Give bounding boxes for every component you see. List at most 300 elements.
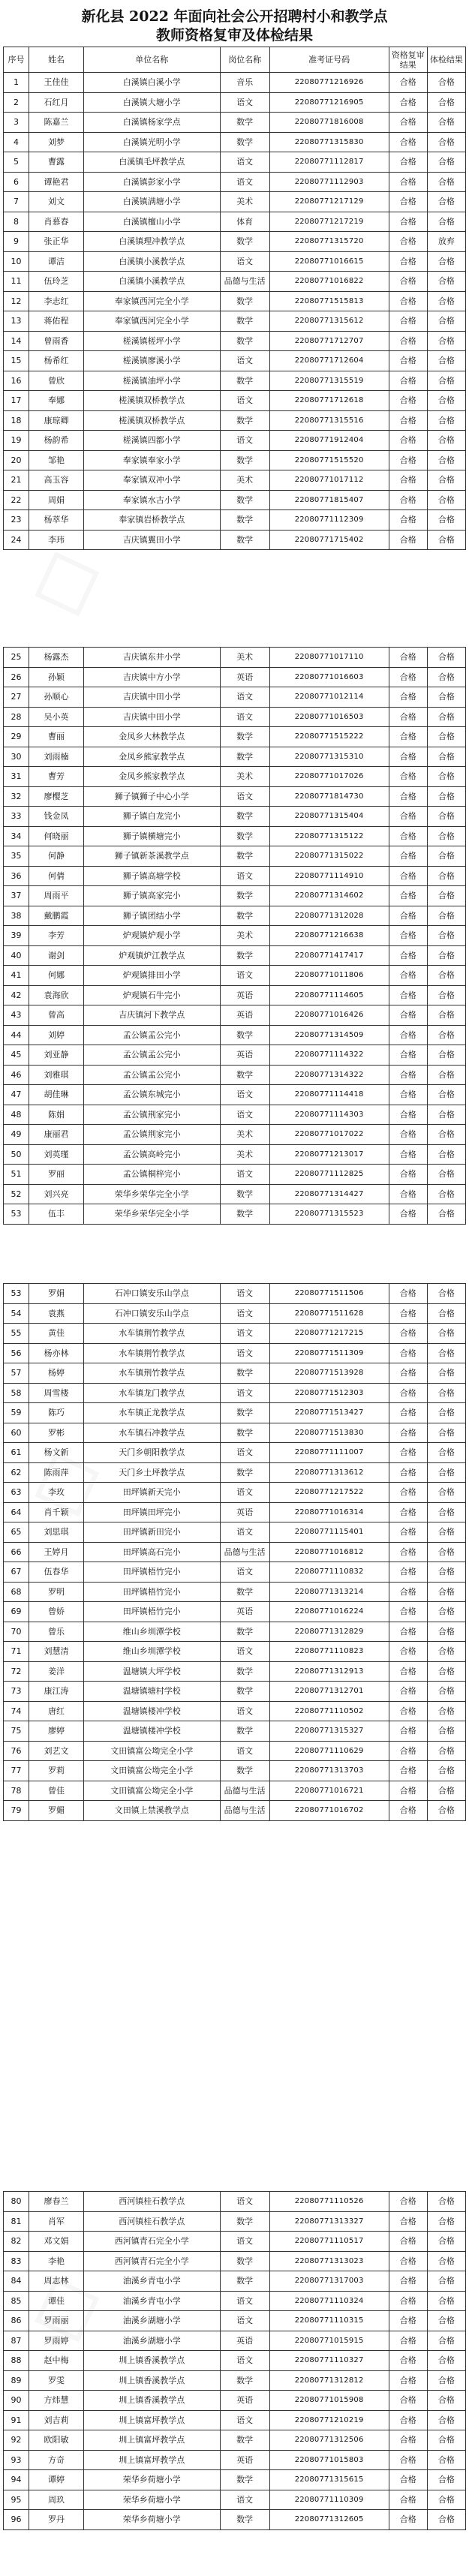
unit-cell: 田坪镇梧竹完小 (83, 1562, 220, 1583)
unit-cell: 水车镇荆竹教学点 (83, 1324, 220, 1344)
ticket-number-cell: 22080771110327 (269, 2351, 389, 2371)
ticket-number-cell: 22080771515813 (269, 291, 389, 311)
table-row (4, 1622, 466, 1642)
seq-cell: 5 (4, 152, 29, 173)
ticket-number-cell: 22080771511628 (269, 1303, 389, 1324)
post-cell: 数学 (220, 291, 269, 311)
table-row (4, 1204, 466, 1225)
post-cell: 数学 (220, 945, 269, 966)
seq-cell: 54 (4, 1303, 29, 1324)
unit-cell: 孟公镇荆家完小 (83, 1125, 220, 1145)
table-row (4, 2410, 466, 2430)
post-cell: 数学 (220, 1403, 269, 1423)
unit-cell: 文田镇富公坳完全小学 (83, 1741, 220, 1761)
seq-cell: 31 (4, 767, 29, 787)
review-result-cell: 合格 (389, 2291, 427, 2311)
post-cell: 英语 (220, 985, 269, 1005)
review-result-cell: 合格 (389, 291, 427, 311)
exam-result-cell: 合格 (427, 1045, 465, 1066)
ticket-number-cell: 22080771110823 (269, 1642, 389, 1662)
post-cell: 语文 (220, 707, 269, 727)
unit-cell: 圳上镇香溪教学点 (83, 2391, 220, 2411)
review-result-cell: 合格 (389, 1343, 427, 1363)
review-result-cell: 合格 (389, 510, 427, 531)
seq-cell: 62 (4, 1462, 29, 1483)
name-cell: 陈娟 (29, 1105, 84, 1125)
unit-cell: 油溪乡青屯小学 (83, 2291, 220, 2311)
seq-cell: 94 (4, 2470, 29, 2490)
seq-cell: 1 (4, 73, 29, 93)
table-row (4, 826, 466, 846)
table-row (4, 1025, 466, 1045)
unit-cell: 炉观镇石牛完小 (83, 985, 220, 1005)
seq-cell: 65 (4, 1522, 29, 1543)
review-result-cell: 合格 (389, 490, 427, 510)
unit-cell: 吉庆镇东井小学 (83, 648, 220, 668)
unit-cell: 白溪镇杨家学点 (83, 113, 220, 133)
unit-cell: 田坪镇田坪完小 (83, 1502, 220, 1522)
table-row (4, 786, 466, 807)
review-result-cell: 合格 (389, 470, 427, 491)
name-cell: 罗彬 (29, 1423, 84, 1443)
name-cell: 康丽君 (29, 1125, 84, 1145)
review-result-cell: 合格 (389, 1184, 427, 1204)
seq-cell: 26 (4, 667, 29, 687)
table-row (4, 1682, 466, 1702)
ticket-number-cell: 22080771912404 (269, 431, 389, 451)
post-cell: 英语 (220, 1045, 269, 1066)
name-cell: 李艳 (29, 2251, 84, 2271)
ticket-number-cell: 22080771314602 (269, 886, 389, 906)
unit-cell: 槎溪镇双桥教学点 (83, 391, 220, 411)
ticket-number-cell: 22080771016822 (269, 272, 389, 292)
name-cell: 伍丰 (29, 1204, 84, 1225)
results-table-section-3 (3, 1283, 466, 1821)
exam-result-cell: 合格 (427, 1761, 465, 1781)
unit-cell: 荣华乡荣华完全小学 (83, 1204, 220, 1225)
unit-cell: 水车镇荆竹教学点 (83, 1363, 220, 1384)
exam-result-cell: 合格 (427, 886, 465, 906)
review-result-cell: 合格 (389, 1324, 427, 1344)
table-row (4, 1085, 466, 1105)
post-cell: 英语 (220, 2331, 269, 2351)
seq-cell: 3 (4, 113, 29, 133)
unit-cell: 温塘镇楼冲学校 (83, 1721, 220, 1742)
exam-result-cell: 合格 (427, 767, 465, 787)
unit-cell: 金凤乡熊家教学点 (83, 767, 220, 787)
name-cell: 廖婷 (29, 1721, 84, 1742)
header-seq-cell: 序号 (4, 47, 29, 73)
post-cell: 美术 (220, 926, 269, 946)
ticket-number-cell: 22080771216926 (269, 73, 389, 93)
table-row (4, 311, 466, 332)
table-row (4, 371, 466, 391)
table-row (4, 2351, 466, 2371)
exam-result-cell: 合格 (427, 470, 465, 491)
results-table-section-2 (3, 647, 466, 1225)
post-cell: 语文 (220, 351, 269, 371)
table-row (4, 1443, 466, 1463)
ticket-number-cell: 22080771016603 (269, 667, 389, 687)
name-cell: 刘英瑾 (29, 1144, 84, 1165)
seq-cell: 91 (4, 2410, 29, 2430)
review-result-cell: 合格 (389, 1165, 427, 1185)
exam-result-cell: 合格 (427, 1602, 465, 1622)
table-row (4, 530, 466, 550)
unit-cell: 金凤乡大林教学点 (83, 727, 220, 747)
exam-result-cell: 合格 (427, 1682, 465, 1702)
name-cell: 罗莉 (29, 1761, 84, 1781)
ticket-number-cell: 22080771110526 (269, 2192, 389, 2212)
exam-result-cell: 合格 (427, 1324, 465, 1344)
seq-cell: 37 (4, 886, 29, 906)
name-cell: 刘雨楠 (29, 747, 84, 767)
review-result-cell: 合格 (389, 371, 427, 391)
name-cell: 曾佳 (29, 1781, 84, 1801)
review-result-cell: 合格 (389, 1303, 427, 1324)
exam-result-cell: 合格 (427, 1721, 465, 1742)
ticket-number-cell: 22080771511309 (269, 1343, 389, 1363)
exam-result-cell: 合格 (427, 192, 465, 212)
seq-cell: 12 (4, 291, 29, 311)
review-result-cell: 合格 (389, 2211, 427, 2232)
review-result-cell: 合格 (389, 132, 427, 152)
ticket-number-cell: 22080771315022 (269, 846, 389, 867)
post-cell: 音乐 (220, 73, 269, 93)
table-row (4, 926, 466, 946)
ticket-number-cell: 22080771312701 (269, 1682, 389, 1702)
table-row (4, 410, 466, 431)
post-cell: 数学 (220, 2510, 269, 2530)
seq-cell: 95 (4, 2490, 29, 2510)
ticket-number-cell: 22080771114322 (269, 1045, 389, 1066)
exam-result-cell: 合格 (427, 2410, 465, 2430)
header-name-cell: 姓名 (29, 47, 84, 73)
post-cell: 数学 (220, 132, 269, 152)
review-result-cell: 合格 (389, 431, 427, 451)
ticket-number-cell: 22080771314509 (269, 1025, 389, 1045)
table-row (4, 2291, 466, 2311)
post-cell: 语文 (220, 1701, 269, 1721)
table-row (4, 251, 466, 272)
exam-result-cell: 合格 (427, 2211, 465, 2232)
exam-result-cell: 合格 (427, 2490, 465, 2510)
header-post-cell: 岗位名称 (220, 47, 269, 73)
name-cell: 曹露 (29, 152, 84, 173)
unit-cell: 狮子镇白龙完小 (83, 807, 220, 827)
ticket-number-cell: 22080771210219 (269, 2410, 389, 2430)
post-cell: 语文 (220, 1284, 269, 1304)
unit-cell: 白溪镇理冲教学点 (83, 232, 220, 252)
seq-cell: 63 (4, 1483, 29, 1503)
ticket-number-cell: 22080771312913 (269, 1661, 389, 1682)
review-result-cell: 合格 (389, 985, 427, 1005)
unit-cell: 奉家镇西河完全小学 (83, 311, 220, 332)
review-result-cell: 合格 (389, 1025, 427, 1045)
unit-cell: 田坪镇高石完小 (83, 1542, 220, 1562)
unit-cell: 狮子镇高塘学校 (83, 866, 220, 886)
table-row (4, 1462, 466, 1483)
post-cell: 英语 (220, 1602, 269, 1622)
ticket-number-cell: 22080771312605 (269, 2510, 389, 2530)
unit-cell: 白溪镇檀山小学 (83, 212, 220, 232)
table-row (4, 1801, 466, 1821)
post-cell: 语文 (220, 152, 269, 173)
exam-result-cell: 合格 (427, 1383, 465, 1403)
post-cell: 语文 (220, 1562, 269, 1583)
post-cell: 数学 (220, 906, 269, 926)
unit-cell: 吉庆镇中方小学 (83, 667, 220, 687)
ticket-number-cell: 22080771011806 (269, 966, 389, 986)
exam-result-cell: 合格 (427, 667, 465, 687)
seq-cell: 43 (4, 1005, 29, 1026)
table-row (4, 648, 466, 668)
exam-result-cell: 合格 (427, 2430, 465, 2451)
name-cell: 刘兴亮 (29, 1184, 84, 1204)
post-cell: 语文 (220, 1642, 269, 1662)
table-row (4, 1522, 466, 1543)
unit-cell: 孟公镇孟公完小 (83, 1025, 220, 1045)
post-cell: 品德与生活 (220, 1781, 269, 1801)
exam-result-cell: 合格 (427, 2251, 465, 2271)
post-cell: 数学 (220, 886, 269, 906)
name-cell: 杨希红 (29, 351, 84, 371)
review-result-cell: 合格 (389, 2351, 427, 2371)
unit-cell: 吉庆镇中田小学 (83, 707, 220, 727)
unit-cell: 荣华乡荷塘小学 (83, 2470, 220, 2490)
exam-result-cell: 合格 (427, 1403, 465, 1423)
seq-cell: 58 (4, 1383, 29, 1403)
exam-result-cell: 合格 (427, 212, 465, 232)
name-cell: 罗丽 (29, 1165, 84, 1185)
review-result-cell: 合格 (389, 1522, 427, 1543)
exam-result-cell: 合格 (427, 2351, 465, 2371)
name-cell: 曾雨香 (29, 331, 84, 351)
post-cell: 语文 (220, 1522, 269, 1543)
exam-result-cell: 合格 (427, 2291, 465, 2311)
table-row (4, 490, 466, 510)
exam-result-cell: 合格 (427, 945, 465, 966)
post-cell: 语文 (220, 1165, 269, 1185)
seq-cell: 55 (4, 1324, 29, 1344)
table-row (4, 2391, 466, 2411)
unit-cell: 白溪镇满塘小学 (83, 192, 220, 212)
name-cell: 杨亦林 (29, 1343, 84, 1363)
ticket-number-cell: 22080771315516 (269, 410, 389, 431)
exam-result-cell: 合格 (427, 707, 465, 727)
seq-cell: 10 (4, 251, 29, 272)
name-cell: 谭佳 (29, 2291, 84, 2311)
ticket-number-cell: 22080771315327 (269, 1721, 389, 1742)
exam-result-cell: 合格 (427, 351, 465, 371)
table-row (4, 172, 466, 192)
exam-result-cell: 合格 (427, 2192, 465, 2212)
exam-result-cell: 合格 (427, 926, 465, 946)
exam-result-cell: 合格 (427, 510, 465, 531)
review-result-cell: 合格 (389, 1284, 427, 1304)
review-result-cell: 合格 (389, 1005, 427, 1026)
ticket-number-cell: 22080771314427 (269, 1184, 389, 1204)
post-cell: 体育 (220, 212, 269, 232)
post-cell: 语文 (220, 1741, 269, 1761)
review-result-cell: 合格 (389, 1085, 427, 1105)
unit-cell: 维山乡圳潭学校 (83, 1642, 220, 1662)
exam-result-cell: 合格 (427, 1284, 465, 1304)
seq-cell: 79 (4, 1801, 29, 1821)
unit-cell: 孟公镇孟公完小 (83, 1045, 220, 1066)
unit-cell: 水车镇荆竹教学点 (83, 1343, 220, 1363)
header-unit-cell: 单位名称 (83, 47, 220, 73)
name-cell: 周娟 (29, 490, 84, 510)
exam-result-cell: 合格 (427, 966, 465, 986)
unit-cell: 温塘镇大坪学校 (83, 1661, 220, 1682)
exam-result-cell: 合格 (427, 291, 465, 311)
table-row (4, 1562, 466, 1583)
exam-result-cell: 合格 (427, 1125, 465, 1145)
name-cell: 谢剑 (29, 945, 84, 966)
exam-result-cell: 合格 (427, 1642, 465, 1662)
post-cell: 美术 (220, 192, 269, 212)
review-result-cell: 合格 (389, 92, 427, 113)
seq-cell: 16 (4, 371, 29, 391)
unit-cell: 白溪镇白溪小学 (83, 73, 220, 93)
unit-cell: 荣华乡荣华完全小学 (83, 1184, 220, 1204)
ticket-number-cell: 22080771511506 (269, 1284, 389, 1304)
exam-result-cell: 合格 (427, 786, 465, 807)
table-row (4, 1423, 466, 1443)
name-cell: 周雨平 (29, 886, 84, 906)
table-row (4, 1403, 466, 1423)
table-row (4, 2192, 466, 2212)
ticket-number-cell: 22080771312028 (269, 906, 389, 926)
ticket-number-cell: 22080771112817 (269, 152, 389, 173)
seq-cell: 90 (4, 2391, 29, 2411)
name-cell: 罗雨丽 (29, 2311, 84, 2331)
seq-cell: 4 (4, 132, 29, 152)
review-result-cell: 合格 (389, 2271, 427, 2292)
post-cell: 英语 (220, 1502, 269, 1522)
seq-cell: 24 (4, 530, 29, 550)
name-cell: 黄佳 (29, 1324, 84, 1344)
seq-cell: 47 (4, 1085, 29, 1105)
review-result-cell: 合格 (389, 212, 427, 232)
exam-result-cell: 合格 (427, 1781, 465, 1801)
results-table (3, 2191, 466, 2530)
table-row (4, 431, 466, 451)
seq-cell: 96 (4, 2510, 29, 2530)
ticket-number-cell: 22080771315720 (269, 232, 389, 252)
review-result-cell: 合格 (389, 113, 427, 133)
name-cell: 周雪楼 (29, 1383, 84, 1403)
exam-result-cell: 合格 (427, 1622, 465, 1642)
name-cell: 钱金凤 (29, 807, 84, 827)
table-row (4, 1542, 466, 1562)
seq-cell: 45 (4, 1045, 29, 1066)
post-cell: 数学 (220, 1363, 269, 1384)
exam-result-cell: 合格 (427, 1065, 465, 1085)
ticket-number-cell: 22080771313612 (269, 1462, 389, 1483)
ticket-number-cell: 22080771112825 (269, 1165, 389, 1185)
table-row (4, 113, 466, 133)
review-result-cell: 合格 (389, 1781, 427, 1801)
review-result-cell: 合格 (389, 1602, 427, 1622)
ticket-number-cell: 22080771015915 (269, 2331, 389, 2351)
review-result-cell: 合格 (389, 251, 427, 272)
seq-cell: 61 (4, 1443, 29, 1463)
ticket-number-cell: 22080771315830 (269, 132, 389, 152)
seq-cell: 13 (4, 311, 29, 332)
ticket-number-cell: 22080771515520 (269, 450, 389, 470)
review-result-cell: 合格 (389, 2490, 427, 2510)
seq-cell: 78 (4, 1781, 29, 1801)
post-cell: 数学 (220, 331, 269, 351)
ticket-number-cell: 22080771313023 (269, 2251, 389, 2271)
post-cell: 数学 (220, 2370, 269, 2391)
table-row (4, 1661, 466, 1682)
review-result-cell: 合格 (389, 906, 427, 926)
table-row (4, 1343, 466, 1363)
post-cell: 语文 (220, 391, 269, 411)
table-row (4, 687, 466, 708)
post-cell: 语文 (220, 2232, 269, 2252)
name-cell: 刘婷 (29, 1025, 84, 1045)
name-cell: 袁燕 (29, 1303, 84, 1324)
seq-cell: 18 (4, 410, 29, 431)
name-cell: 杨萃华 (29, 510, 84, 531)
header-review-result-cell: 资格复审结果 (389, 47, 427, 73)
table-row (4, 192, 466, 212)
ticket-number-cell: 22080771815407 (269, 490, 389, 510)
table-row (4, 1642, 466, 1662)
review-result-cell: 合格 (389, 172, 427, 192)
ticket-number-cell: 22080771315519 (269, 371, 389, 391)
ticket-number-cell: 22080771217129 (269, 192, 389, 212)
table-row (4, 2510, 466, 2530)
post-cell: 英语 (220, 2391, 269, 2411)
review-result-cell: 合格 (389, 311, 427, 332)
seq-cell: 33 (4, 807, 29, 827)
table-row (4, 2251, 466, 2271)
ticket-number-cell: 22080771015908 (269, 2391, 389, 2411)
post-cell: 数学 (220, 807, 269, 827)
table-row (4, 2311, 466, 2331)
post-cell: 语文 (220, 1443, 269, 1463)
ticket-number-cell: 22080771110502 (269, 1701, 389, 1721)
seq-cell: 92 (4, 2430, 29, 2451)
exam-result-cell: 合格 (427, 490, 465, 510)
review-result-cell: 合格 (389, 232, 427, 252)
seq-cell: 85 (4, 2291, 29, 2311)
name-cell: 何静 (29, 846, 84, 867)
unit-cell: 炉观镇炉观小学 (83, 926, 220, 946)
table-row (4, 985, 466, 1005)
post-cell: 语文 (220, 251, 269, 272)
seq-cell: 73 (4, 1682, 29, 1702)
table-row (4, 212, 466, 232)
exam-result-cell: 合格 (427, 92, 465, 113)
seq-cell: 11 (4, 272, 29, 292)
table-row (4, 331, 466, 351)
exam-result-cell: 合格 (427, 410, 465, 431)
exam-result-cell: 合格 (427, 1005, 465, 1026)
ticket-number-cell: 22080771513928 (269, 1363, 389, 1384)
seq-cell: 27 (4, 687, 29, 708)
name-cell: 曾欣 (29, 371, 84, 391)
post-cell: 语文 (220, 1303, 269, 1324)
exam-result-cell: 合格 (427, 1423, 465, 1443)
post-cell: 数学 (220, 747, 269, 767)
post-cell: 数学 (220, 371, 269, 391)
